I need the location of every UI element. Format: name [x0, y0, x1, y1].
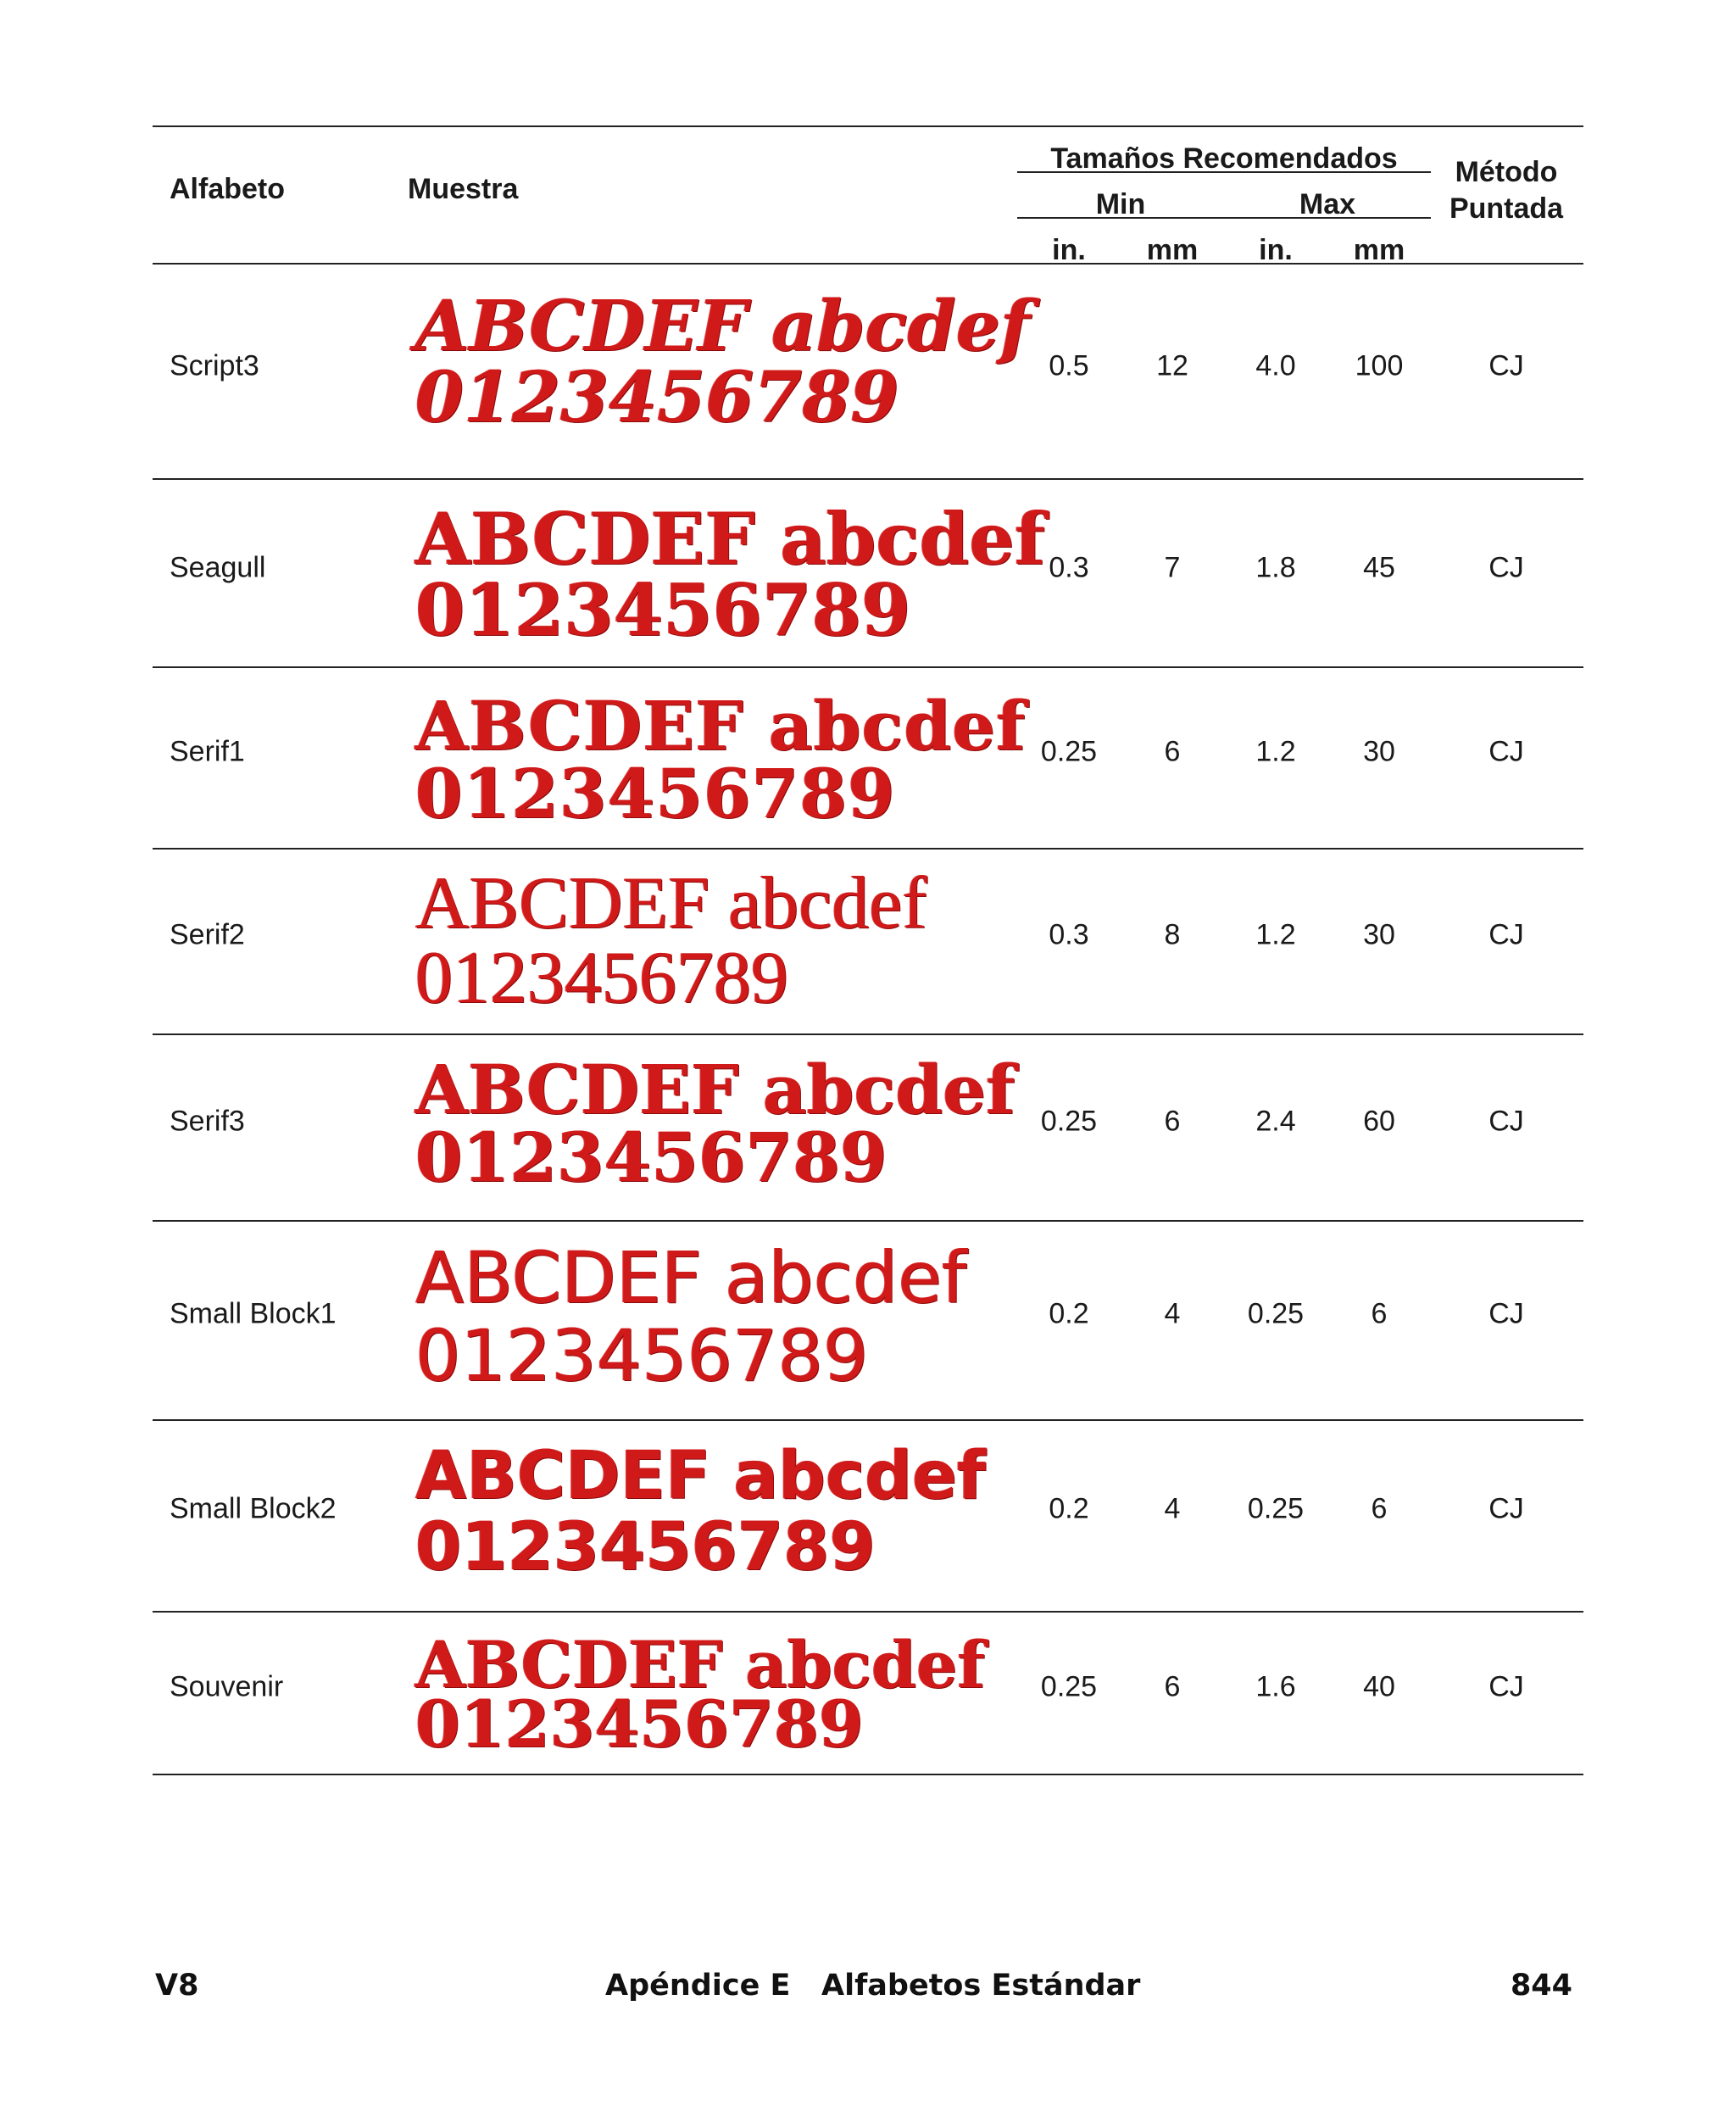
- alphabet-name: Serif2: [170, 918, 245, 951]
- min-in-value: 0.2: [1049, 1492, 1089, 1525]
- min-mm-value: 7: [1164, 551, 1181, 584]
- max-in-value: 4.0: [1255, 349, 1296, 382]
- method-value: CJ: [1488, 1105, 1524, 1138]
- max-in-value: 0.25: [1247, 1492, 1305, 1525]
- table-row: [153, 1419, 1583, 1611]
- max-mm-value: 6: [1371, 1492, 1388, 1525]
- font-sample: [415, 286, 1031, 438]
- sample-digits: 0123456789: [415, 1509, 876, 1585]
- font-sample: [415, 686, 1027, 833]
- min-mm-value: 4: [1164, 1297, 1181, 1330]
- header-max-mm: mm: [1353, 234, 1405, 266]
- alphabet-name: Serif3: [170, 1105, 245, 1138]
- min-in-value: 0.25: [1040, 1105, 1098, 1138]
- alphabet-name: Script3: [170, 349, 259, 382]
- table-row: [153, 1033, 1583, 1220]
- max-in-value: 2.4: [1255, 1105, 1296, 1138]
- sample-letters: ABCDEF abcdef: [415, 1236, 967, 1319]
- header-max: Max: [1299, 188, 1356, 220]
- font-sample: [415, 1627, 986, 1762]
- header-min-in: in.: [1052, 234, 1086, 266]
- min-mm-value: 6: [1164, 1670, 1181, 1703]
- sample-letters: ABCDEF abcdef: [415, 862, 927, 944]
- header-alfabeto: Alfabeto: [170, 173, 285, 205]
- sample-letters: ABCDEF abcdef: [415, 686, 1027, 766]
- alphabet-name: Seagull: [170, 551, 266, 584]
- method-value: CJ: [1488, 735, 1524, 768]
- max-mm-value: 6: [1371, 1297, 1388, 1330]
- table-row: [153, 848, 1583, 1033]
- font-sample: [415, 862, 927, 1019]
- max-mm-value: 45: [1363, 551, 1395, 584]
- max-mm-value: 30: [1363, 918, 1395, 951]
- header-muestra: Muestra: [408, 173, 519, 205]
- min-in-value: 0.25: [1040, 735, 1098, 768]
- sample-letters: ABCDEF abcdef: [415, 1627, 986, 1702]
- header-tamanos-underline: [1017, 171, 1431, 173]
- max-mm-value: 100: [1355, 349, 1404, 382]
- method-value: CJ: [1488, 1297, 1524, 1330]
- sample-digits: 0123456789: [415, 1314, 869, 1397]
- font-sample: [415, 1438, 986, 1585]
- max-in-value: 1.6: [1255, 1670, 1296, 1703]
- max-in-value: 1.2: [1255, 918, 1296, 951]
- min-in-value: 0.3: [1049, 918, 1089, 951]
- header-puntada: Puntada: [1449, 192, 1564, 225]
- alphabet-name: Souvenir: [170, 1670, 284, 1703]
- method-value: CJ: [1488, 1670, 1524, 1703]
- sample-letters: ABCDEF abcdef: [415, 497, 1045, 581]
- header-max-in: in.: [1259, 234, 1293, 266]
- table-row: [153, 263, 1583, 478]
- sample-letters: ABCDEF abcdef: [415, 286, 1031, 367]
- max-mm-value: 30: [1363, 735, 1395, 768]
- max-mm-value: 60: [1363, 1105, 1395, 1138]
- min-mm-value: 4: [1164, 1492, 1181, 1525]
- sample-digits: 0123456789: [415, 357, 899, 438]
- min-in-value: 0.2: [1049, 1297, 1089, 1330]
- header-min-max-underline: [1017, 217, 1431, 219]
- sample-letters: ABCDEF abcdef: [415, 1050, 1015, 1129]
- min-mm-value: 8: [1164, 918, 1181, 951]
- font-sample: [415, 1236, 967, 1397]
- max-in-value: 0.25: [1247, 1297, 1305, 1330]
- header-min-mm: mm: [1146, 234, 1199, 266]
- font-sample: [415, 1050, 1015, 1197]
- footer-chapter-title: Apéndice E Alfabetos Estándar: [605, 1969, 1141, 2003]
- min-in-value: 0.3: [1049, 551, 1089, 584]
- max-mm-value: 40: [1363, 1670, 1395, 1703]
- min-in-value: 0.25: [1040, 1670, 1098, 1703]
- header-min: Min: [1095, 188, 1146, 220]
- table-row: [153, 1611, 1583, 1774]
- sample-digits: 0123456789: [415, 1686, 864, 1762]
- table-row: [153, 666, 1583, 848]
- alphabet-name: Small Block1: [170, 1297, 337, 1330]
- alphabet-name: Serif1: [170, 735, 245, 768]
- min-in-value: 0.5: [1049, 349, 1089, 382]
- max-in-value: 1.8: [1255, 551, 1296, 584]
- table-row: [153, 478, 1583, 666]
- sample-digits: 0123456789: [415, 754, 896, 833]
- footer-page-number: 844: [1510, 1969, 1572, 2003]
- sample-letters: ABCDEF abcdef: [415, 1438, 986, 1514]
- min-mm-value: 6: [1164, 735, 1181, 768]
- header-tamanos-recomendados: Tamaños Recomendados: [1050, 142, 1398, 175]
- sample-digits: 0123456789: [415, 568, 911, 652]
- method-value: CJ: [1488, 349, 1524, 382]
- max-in-value: 1.2: [1255, 735, 1296, 768]
- alphabet-name: Small Block2: [170, 1492, 337, 1525]
- font-sample: [415, 497, 1045, 652]
- method-value: CJ: [1488, 918, 1524, 951]
- min-mm-value: 6: [1164, 1105, 1181, 1138]
- sample-digits: 0123456789: [415, 937, 788, 1019]
- min-mm-value: 12: [1156, 349, 1188, 382]
- method-value: CJ: [1488, 1492, 1524, 1525]
- table-row: [153, 1220, 1583, 1419]
- footer-version: V8: [155, 1969, 199, 2003]
- table-bottom-rule: [153, 1774, 1583, 1775]
- sample-digits: 0123456789: [415, 1117, 887, 1197]
- table-top-rule: [153, 125, 1583, 127]
- header-metodo: Método: [1455, 156, 1558, 188]
- method-value: CJ: [1488, 551, 1524, 584]
